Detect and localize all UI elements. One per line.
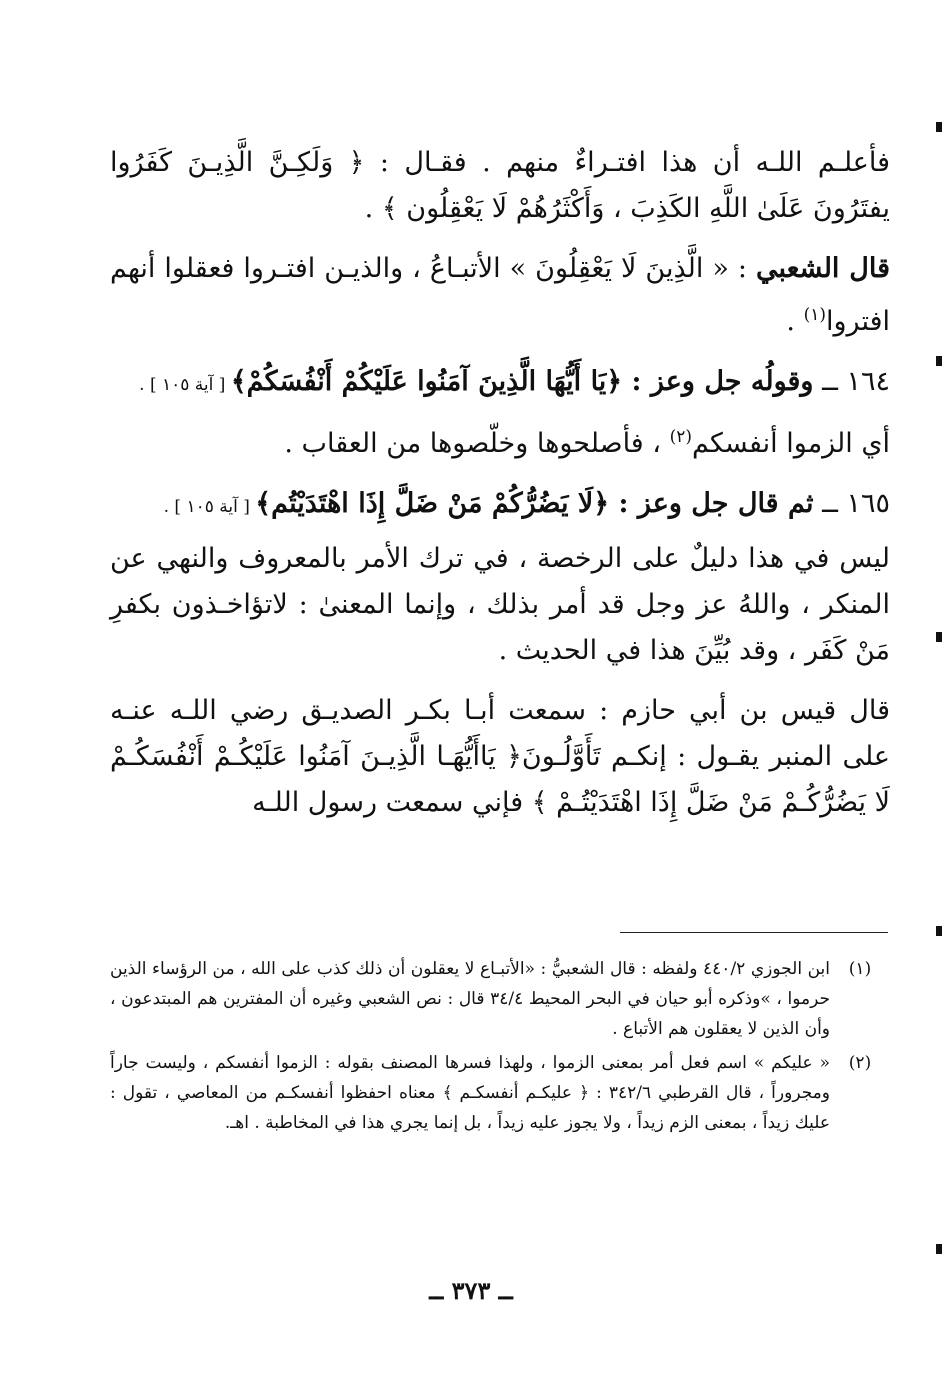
paragraph-1-text: فأعلـم اللـه أن هذا افتـراءٌ منهم . فقـال : ﴿ وَلَكِـنَّ الَّذِيـنَ كَفَرُوا يفتَرُونَ عَلَىٰ اللَّهِ الكَذِبَ ، وَأَكْثَرُهُمْ لَا يَعْقِلُون ﴾ .	[110, 147, 890, 224]
paragraph-3	[110, 414, 890, 467]
footnote-2-text: « عليكم » اسم فعل أمر بمعنى الزموا ، ولهذا فسرها المصنف بقوله : الزموا أنفسكم ، وليست جاراً ومجروراً ، قال القرطبي ٣٤٢/٦ : ﴿ عليكـم أنفسكـم ﴾ معناه احفظوا أنفسكـم من المعاصي ، تقول : عليك زيداً ، بمعنى الزم زيداً ، ولا يجوز عليه زيداً ، بل إنما يجري هذا في المخاطبة . اهـ.	[110, 1053, 830, 1133]
page-edge-mark	[936, 122, 942, 132]
footnote-1-number: (١)	[848, 959, 872, 979]
main-text	[110, 140, 890, 840]
paragraph-3-rest: ، فأصلحوها وخلّصوها من العقاب .	[284, 428, 670, 459]
item-165	[110, 481, 890, 530]
footnote-ref-2: (٢)	[669, 427, 693, 447]
item-164-number: ١٦٤ ــ	[813, 366, 890, 397]
footnote-2-number: (٢)	[848, 1053, 872, 1073]
paragraph-4	[110, 536, 890, 674]
speaker-name: قال الشعبي	[755, 253, 890, 284]
item-165-title: ثم قال جل وعز : ﴿لَا يَضُرُّكُمْ مَنْ ضَلَّ إِذَا اهْتَدَيْتُم﴾	[255, 488, 814, 519]
item-165-verse-ref: [ آية ١٠٥ ] .	[163, 497, 256, 517]
footnote-1	[110, 954, 890, 1044]
page-edge-mark	[936, 1244, 942, 1254]
footnote-1-text: ابن الجوزي ٤٤٠/٢ ولفظه : قال الشعبيُّ : «الأتبـاع لا يعقلون أن ذلك كذب على الله ، من الرؤساء الذين حرموا ، »وذكره أبو حيان في البحر المحيط ٣٤/٤ قال : نص الشعبي وغيره أن المفترين هم المبتدعون ، وأن الذين لا يعقلون هم الأتباع .	[110, 959, 830, 1039]
paragraph-1	[110, 140, 890, 232]
paragraph-2-text: : « الَّذِينَ لَا يَعْقِلُونَ » الأتبـاعُ ، والذيـن افتـروا فعقلوا أنهم افتروا	[110, 253, 890, 337]
paragraph-2	[110, 246, 890, 345]
page-edge-mark	[936, 356, 942, 366]
footnote-2	[110, 1048, 890, 1138]
item-164-verse-ref: [ آية ١٠٥ ] .	[139, 375, 231, 395]
footnote-divider	[620, 932, 888, 933]
item-164-title: وقولُه جل وعز : ﴿يَا أَيُّهَا الَّذِينَ آمَنُوا عَلَيْكُمْ أَنْفُسَكُمْ﴾	[230, 366, 814, 397]
page-edge-mark	[936, 926, 942, 936]
paragraph-2-end: .	[786, 306, 804, 337]
paragraph-3-text: أي الزموا أنفسكم	[692, 428, 890, 459]
page-number: ــ ٣٧٣ ــ	[429, 1276, 513, 1305]
item-165-number: ١٦٥ ــ	[813, 488, 890, 519]
paragraph-4-text: ليس في هذا دليلٌ على الرخصة ، في ترك الأمر بالمعروف والنهي عن المنكر ، واللهُ عز وجل قد أمر بذلك ، وإنما المعنىٰ : لاتؤاخـذون بكفرِ مَنْ كَفَر ، وقد بُيِّنَ هذا في الحديث .	[110, 543, 890, 666]
page-edge-mark	[936, 632, 942, 642]
footnotes	[110, 954, 890, 1142]
footnote-ref-1: (١)	[803, 305, 826, 325]
item-164	[110, 359, 890, 408]
paragraph-5	[110, 688, 890, 826]
paragraph-5-text: قال قيس بن أبي حازم : سمعت أبـا بكـر الصديـق رضي اللـه عنـه على المنبر يقـول : إنكـم تَأَوَّلُـونَ﴿ يَاأَيُّهَـا الَّذِيـنَ آمَنُوا عَلَيْكُـمْ أَنْفُسَكُـمْ لَا يَضُرُّكُـمْ مَنْ ضَلَّ إِذَا اهْتَدَيْتُـمْ ﴾ فإني سمعت رسول اللـه	[110, 695, 890, 818]
